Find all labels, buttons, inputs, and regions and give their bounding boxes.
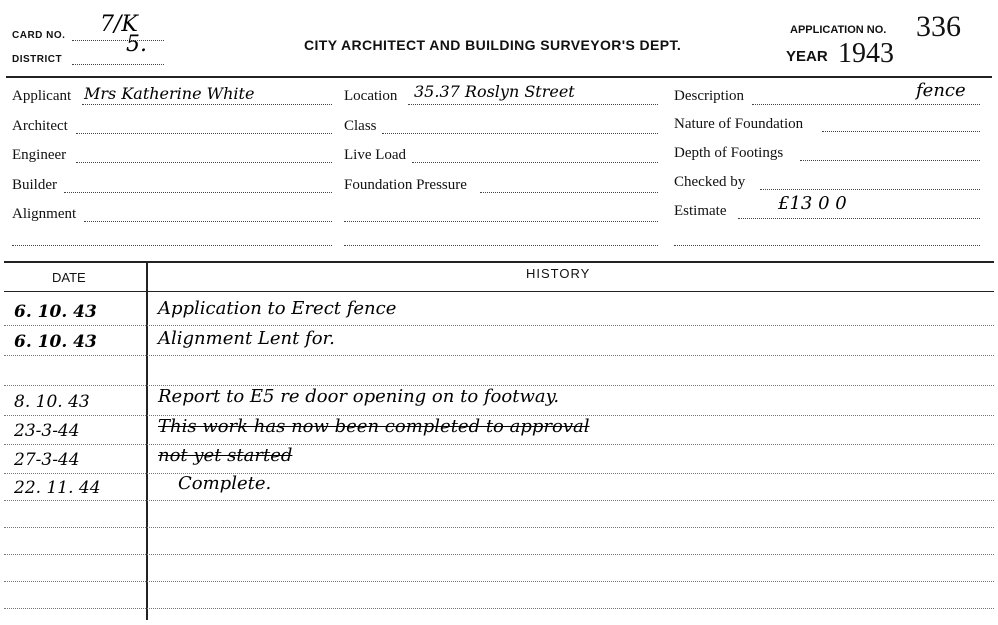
middle-line-6	[344, 245, 658, 246]
foundation-pressure-label: Foundation Pressure	[344, 177, 467, 193]
history-date: 27-3-44	[14, 450, 80, 470]
live-load-line	[412, 162, 658, 163]
row-rule	[4, 355, 994, 356]
alignment-line-2	[12, 245, 332, 246]
department-title: CITY ARCHITECT AND BUILDING SURVEYOR'S DEPT.	[304, 37, 682, 53]
row-rule	[4, 554, 994, 555]
class-line	[382, 133, 658, 134]
description-line	[752, 104, 980, 105]
header-row-rule	[4, 291, 994, 292]
architect-line	[76, 133, 332, 134]
engineer-line	[76, 162, 332, 163]
estimate-label: Estimate	[674, 203, 727, 219]
history-date: 6. 10. 43	[14, 302, 97, 322]
history-text: Alignment Lent for.	[158, 328, 335, 349]
location-value: 35.37 Roslyn Street	[414, 82, 575, 101]
application-number: 336	[916, 10, 961, 43]
header-divider	[6, 76, 992, 78]
history-column-divider	[146, 262, 148, 620]
row-rule	[4, 527, 994, 528]
history-text: Report to E5 re door opening on to footway.	[158, 386, 560, 407]
district-value: 5.	[126, 32, 147, 57]
year-label: YEAR	[786, 48, 828, 65]
alignment-line	[84, 221, 332, 222]
engineer-label: Engineer	[12, 147, 67, 163]
row-rule	[4, 608, 994, 609]
applicant-value: Mrs Katherine White	[84, 84, 255, 103]
history-column-header: HISTORY	[526, 266, 591, 281]
row-rule	[4, 473, 994, 474]
description-label: Description	[674, 88, 744, 104]
checked-by-label: Checked by	[674, 174, 746, 190]
middle-line-5	[344, 221, 658, 222]
depth-of-footings-line	[800, 160, 980, 161]
application-label: APPLICATION NO.	[790, 24, 887, 36]
applicant-line	[82, 104, 332, 105]
history-text: Complete.	[178, 473, 272, 494]
history-date: 22. 11. 44	[14, 478, 101, 498]
builder-line	[64, 192, 332, 193]
row-rule	[4, 581, 994, 582]
nature-of-foundation-line	[822, 131, 980, 132]
year-value: 1943	[838, 38, 894, 69]
history-text: Application to Erect fence	[158, 298, 397, 319]
nature-of-foundation-label: Nature of Foundation	[674, 116, 804, 132]
foundation-pressure-line	[480, 192, 658, 193]
applicant-label: Applicant	[12, 88, 72, 104]
builder-label: Builder	[12, 177, 57, 193]
right-line-6	[674, 245, 980, 246]
history-top-rule	[4, 261, 994, 263]
history-date: 6. 10. 43	[14, 332, 97, 352]
row-rule	[4, 500, 994, 501]
card-no-line	[72, 40, 164, 41]
class-label: Class	[344, 118, 377, 134]
checked-by-line	[760, 189, 980, 190]
location-line	[408, 104, 658, 105]
card-no-label: CARD NO.	[12, 30, 66, 41]
district-label: DISTRICT	[12, 54, 63, 65]
alignment-label: Alignment	[12, 206, 77, 222]
date-column-header: DATE	[52, 270, 86, 285]
location-label: Location	[344, 88, 398, 104]
estimate-line	[738, 218, 980, 219]
estimate-value: £13 0 0	[778, 193, 847, 214]
district-line	[72, 64, 164, 65]
live-load-label: Live Load	[344, 147, 407, 163]
history-text: not yet started	[158, 445, 293, 466]
depth-of-footings-label: Depth of Footings	[674, 145, 784, 161]
row-rule	[4, 444, 994, 445]
card-no-value: 7/K	[100, 12, 138, 37]
description-value: fence	[916, 80, 966, 101]
history-date: 8. 10. 43	[14, 392, 90, 412]
row-rule	[4, 325, 994, 326]
history-text: This work has now been completed to approval	[158, 416, 590, 437]
architect-label: Architect	[12, 118, 68, 134]
history-date: 23-3-44	[14, 421, 80, 441]
